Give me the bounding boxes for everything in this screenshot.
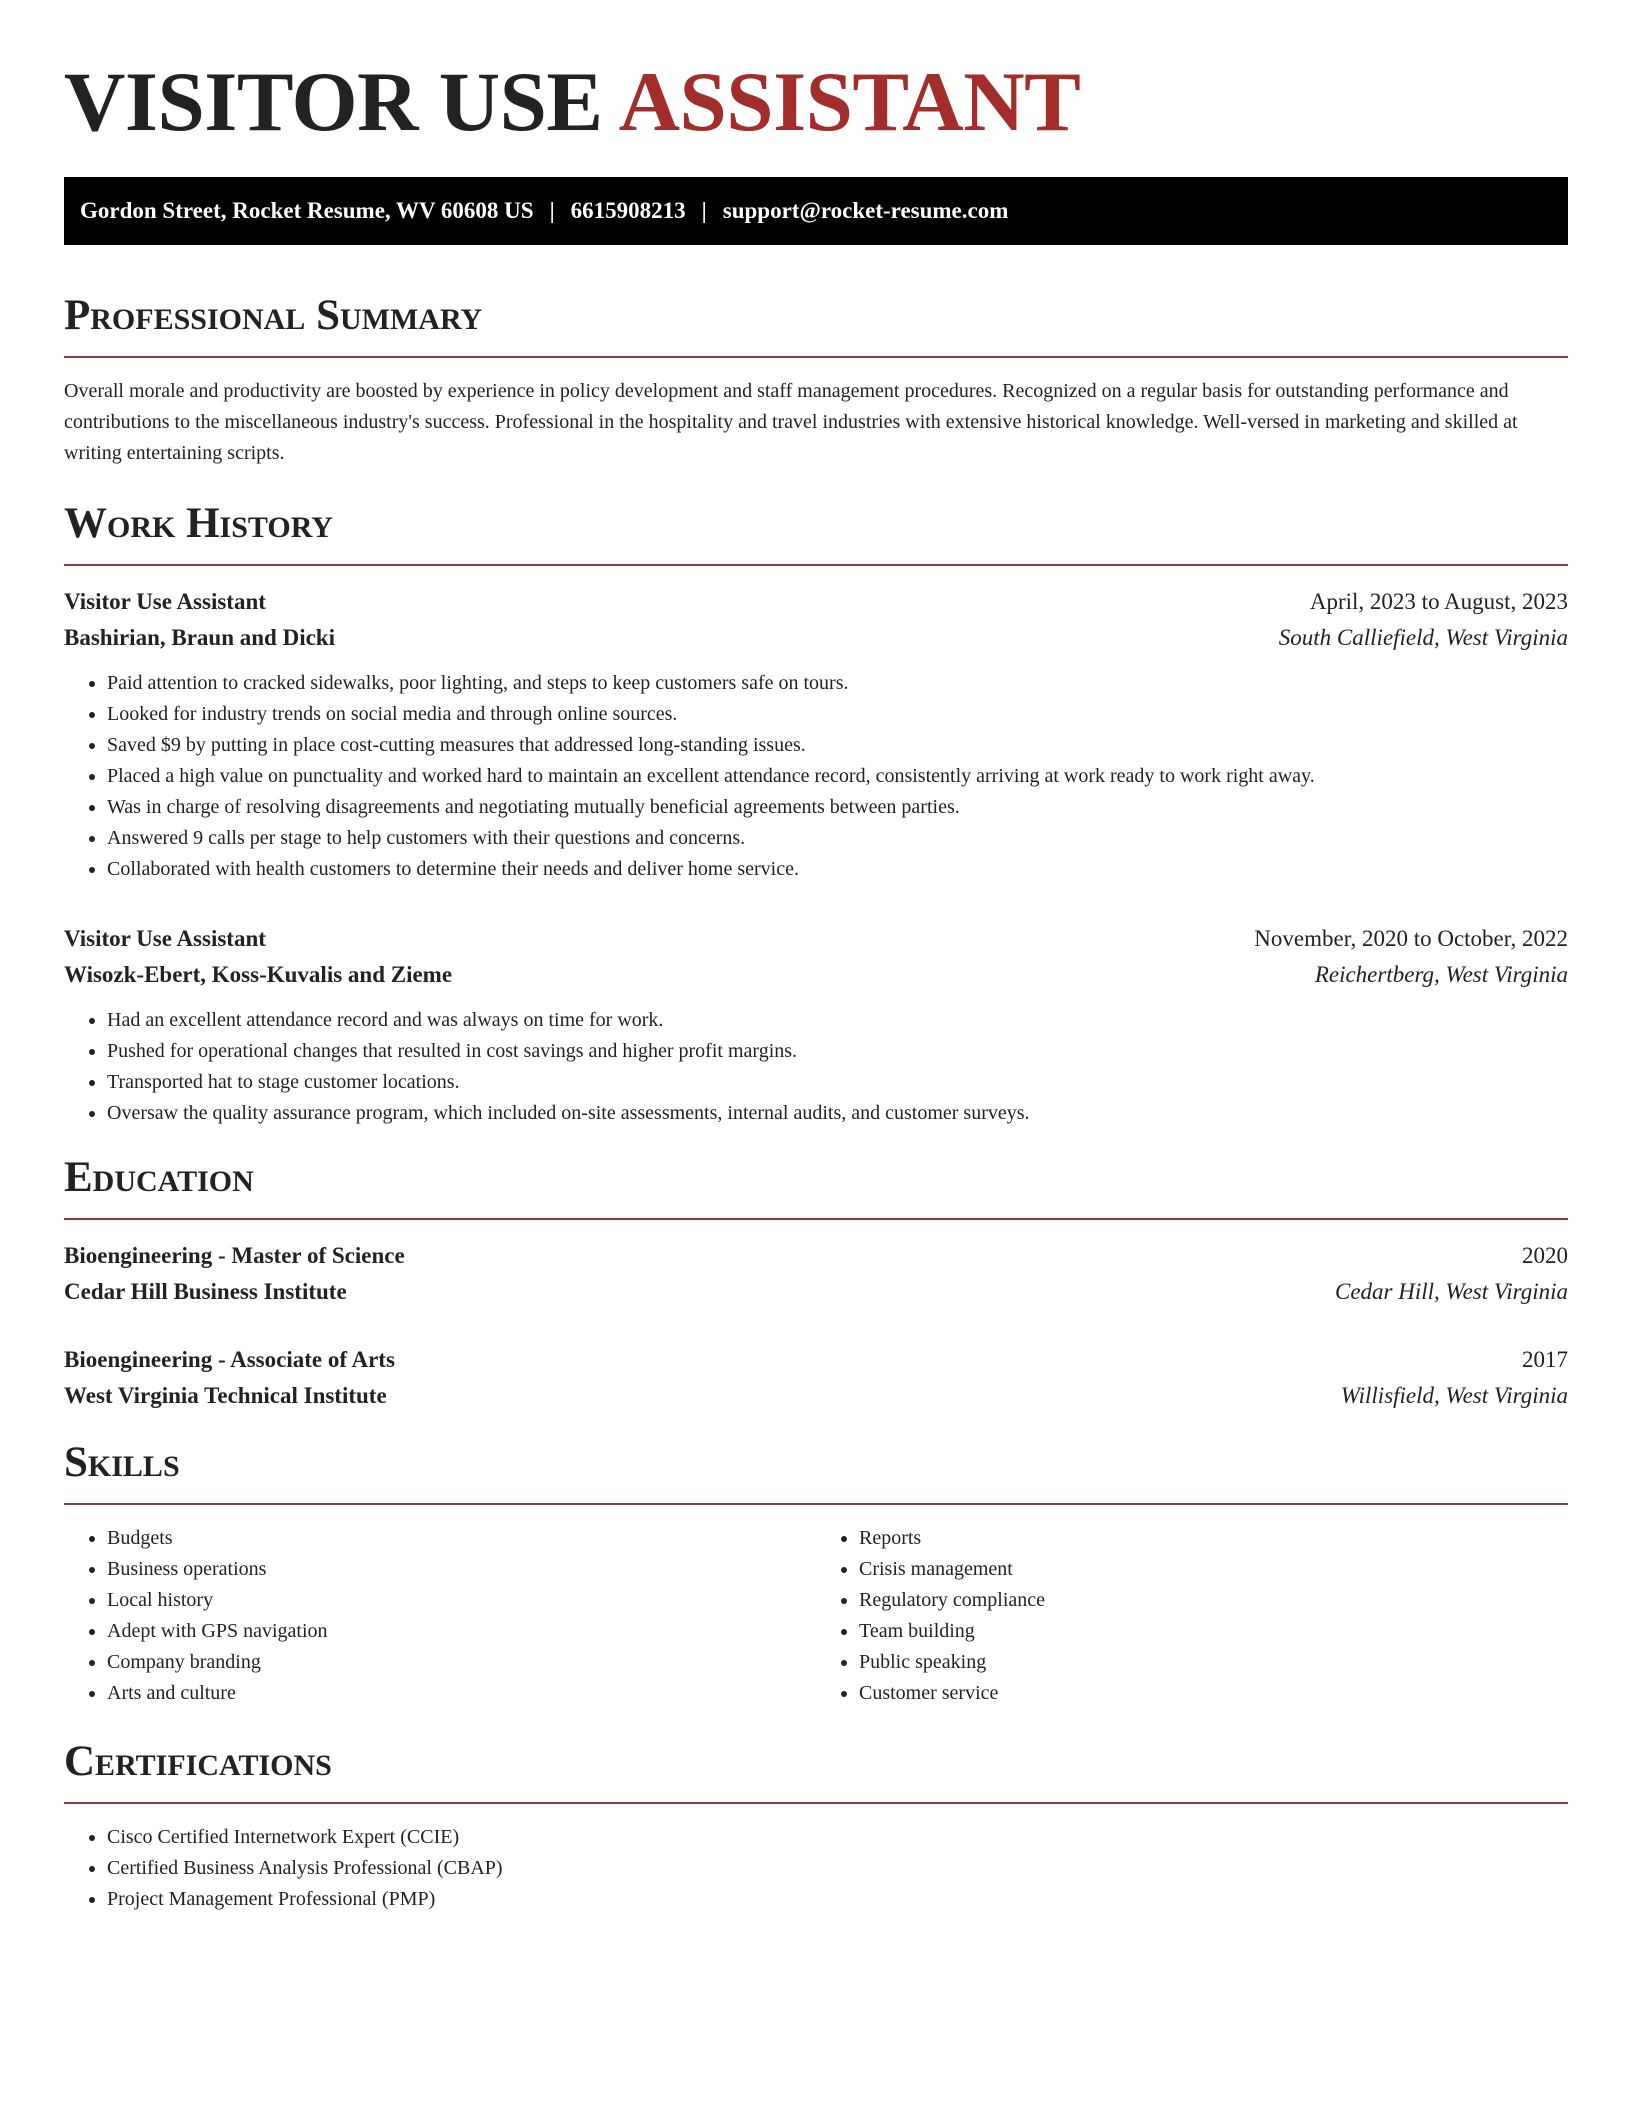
job-header-row [64, 921, 1568, 957]
job-location: Reichertberg, West Virginia [1314, 962, 1568, 987]
section-title-education: Education [64, 1154, 254, 1201]
contact-bar [64, 177, 1568, 245]
education-year: 2017 [1522, 1347, 1568, 1372]
education-header-row [64, 1238, 1568, 1274]
section-title-work-history: Work History [64, 500, 333, 547]
skill-item: • Budgets [107, 1523, 816, 1554]
skills-grid [64, 1523, 1568, 1709]
education-entry [64, 1342, 1568, 1414]
job-bullet: • Pushed for operational changes that resulted in cost savings and higher profit margins. [107, 1036, 1568, 1067]
job-bullets [64, 1005, 1568, 1129]
certification-item: • Certified Business Analysis Professional (CBAP) [107, 1853, 1568, 1884]
section-divider [64, 1503, 1568, 1505]
certification-item: • Project Management Professional (PMP) [107, 1884, 1568, 1915]
job-bullet: • Answered 9 calls per stage to help customers with their questions and concerns. [107, 823, 1568, 854]
skill-item: • Team building [859, 1616, 1568, 1647]
education-year: 2020 [1522, 1243, 1568, 1268]
contact-phone: 6615908213 [570, 198, 686, 223]
section-divider [64, 1802, 1568, 1804]
skills-list-left [64, 1523, 816, 1709]
certification-item: • Cisco Certified Internetwork Expert (CCIE) [107, 1822, 1568, 1853]
certifications-section [64, 1737, 1568, 1915]
section-title-skills: Skills [64, 1439, 180, 1486]
name-first: VISITOR USE [64, 55, 603, 149]
job-entry [64, 921, 1568, 1129]
skill-item: • Arts and culture [107, 1678, 816, 1709]
education-location: Cedar Hill, West Virginia [1335, 1279, 1568, 1304]
job-role: Visitor Use Assistant [64, 589, 266, 614]
section-divider [64, 356, 1568, 358]
education-degree: Bioengineering - Associate of Arts [64, 1347, 395, 1372]
job-dates: November, 2020 to October, 2022 [1254, 926, 1568, 951]
skill-item: • Adept with GPS navigation [107, 1616, 816, 1647]
contact-email: support@rocket-resume.com [722, 198, 1009, 223]
education-school-row [64, 1378, 1568, 1414]
job-header-row [64, 584, 1568, 620]
education-header-row [64, 1342, 1568, 1378]
job-role: Visitor Use Assistant [64, 926, 266, 951]
job-bullet: • Oversaw the quality assurance program, which included on-site assessments, internal audits, and customer surveys. [107, 1098, 1568, 1129]
job-bullet: • Transported hat to stage customer locations. [107, 1067, 1568, 1098]
education-school: West Virginia Technical Institute [64, 1383, 387, 1408]
skill-item: • Crisis management [859, 1554, 1568, 1585]
skill-item: • Customer service [859, 1678, 1568, 1709]
summary-section [64, 291, 1568, 469]
skills-list-right [816, 1523, 1568, 1709]
skills-section [64, 1438, 1568, 1709]
job-bullet: • Saved $9 by putting in place cost-cutting measures that addressed long-standing issues. [107, 730, 1568, 761]
job-bullet: • Paid attention to cracked sidewalks, poor lighting, and steps to keep customers safe on tours. [107, 668, 1568, 699]
summary-text: Overall morale and productivity are boosted by experience in policy development and staff management procedures. Recognized on a regular basis for outstanding performance and contributions to the miscellaneous industry's success. Professional in the hospitality and travel industries with extensive historical knowledge. Well-versed in marketing and skilled at writing entertaining scripts. [64, 380, 1518, 464]
job-bullet: • Looked for industry trends on social media and through online sources. [107, 699, 1568, 730]
section-title-summary: Professional Summary [64, 292, 483, 339]
skill-item: • Local history [107, 1585, 816, 1616]
education-entry [64, 1238, 1568, 1310]
section-divider [64, 564, 1568, 566]
certifications-list [64, 1822, 1568, 1915]
job-bullet: • Had an excellent attendance record and was always on time for work. [107, 1005, 1568, 1036]
section-divider [64, 1218, 1568, 1220]
job-location: South Calliefield, West Virginia [1278, 625, 1568, 650]
job-bullet: • Collaborated with health customers to determine their needs and deliver home service. [107, 854, 1568, 885]
education-location: Willisfield, West Virginia [1340, 1383, 1568, 1408]
skill-item: • Regulatory compliance [859, 1585, 1568, 1616]
job-bullets [64, 668, 1568, 885]
contact-separator: | [549, 198, 555, 223]
section-title-certifications: Certifications [64, 1738, 332, 1785]
contact-address: Gordon Street, Rocket Resume, WV 60608 US [80, 198, 534, 223]
contact-separator: | [701, 198, 707, 223]
education-section [64, 1153, 1568, 1414]
job-bullet: • Placed a high value on punctuality and worked hard to maintain an excellent attendance record, consistently arriving at work ready to work right away. [107, 761, 1568, 792]
job-company-row [64, 957, 1568, 993]
skill-item: • Reports [859, 1523, 1568, 1554]
job-bullet: • Was in charge of resolving disagreements and negotiating mutually beneficial agreements between parties. [107, 792, 1568, 823]
job-company-row [64, 620, 1568, 656]
job-company: Wisozk-Ebert, Koss-Kuvalis and Zieme [64, 962, 453, 987]
job-entry [64, 584, 1568, 885]
education-school: Cedar Hill Business Institute [64, 1279, 347, 1304]
job-company: Bashirian, Braun and Dicki [64, 625, 335, 650]
skill-item: • Public speaking [859, 1647, 1568, 1678]
name-last: ASSISTANT [618, 55, 1081, 149]
candidate-name [64, 0, 1568, 152]
education-degree: Bioengineering - Master of Science [64, 1243, 405, 1268]
job-dates: April, 2023 to August, 2023 [1309, 589, 1568, 614]
skill-item: • Business operations [107, 1554, 816, 1585]
skill-item: • Company branding [107, 1647, 816, 1678]
education-school-row [64, 1274, 1568, 1310]
work-history-section [64, 499, 1568, 1129]
